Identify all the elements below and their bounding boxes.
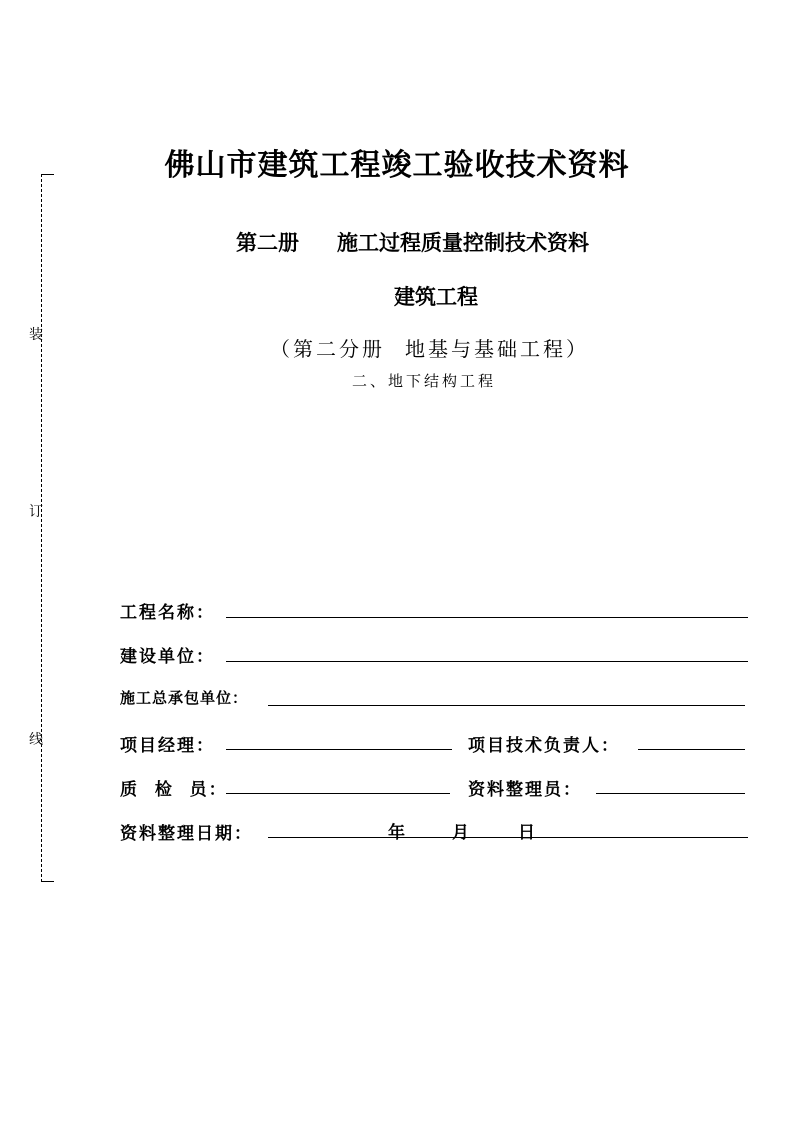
date-month: 月 [452,823,469,843]
section-heading: 建筑工程 [394,285,478,309]
volume-label: 第二册 [236,231,299,255]
binding-char-ding: 订 [29,504,43,520]
construction-unit-line[interactable] [226,661,748,662]
binding-char-zhuang: 装 [29,327,43,343]
technical-lead-label: 项目技术负责人： [468,736,620,756]
general-contractor-line[interactable] [268,705,745,706]
subsection-heading: 二、地下结构工程 [352,372,497,390]
project-manager-label: 项目经理： [120,736,215,756]
volume-title: 施工过程质量控制技术资料 [337,231,589,255]
date-day: 日 [518,823,535,843]
subvolume-heading [270,333,589,362]
general-contractor-label: 施工总承包单位： [120,689,249,707]
records-clerk-line[interactable] [596,793,745,794]
binding-char-xian: 线 [29,732,43,748]
quality-inspector-label: 质 检 员： [120,780,228,800]
project-manager-line[interactable] [226,749,452,750]
technical-lead-line[interactable] [638,749,745,750]
project-name-label: 工程名称： [120,603,215,623]
binding-bottom-tick [41,881,54,882]
subvolume-title: 地基与基础工程） [405,337,589,361]
subvolume-open: （第二分册 [270,337,385,361]
date-year: 年 [388,823,405,843]
volume-heading [236,227,589,257]
construction-unit-label: 建设单位： [120,647,215,667]
records-clerk-label: 资料整理员： [468,780,582,800]
project-name-line[interactable] [226,617,748,618]
document-title: 佛山市建筑工程竣工验收技术资料 [164,148,630,183]
records-date-label: 资料整理日期： [120,824,253,844]
records-date-line[interactable] [268,837,748,838]
quality-inspector-line[interactable] [226,793,450,794]
